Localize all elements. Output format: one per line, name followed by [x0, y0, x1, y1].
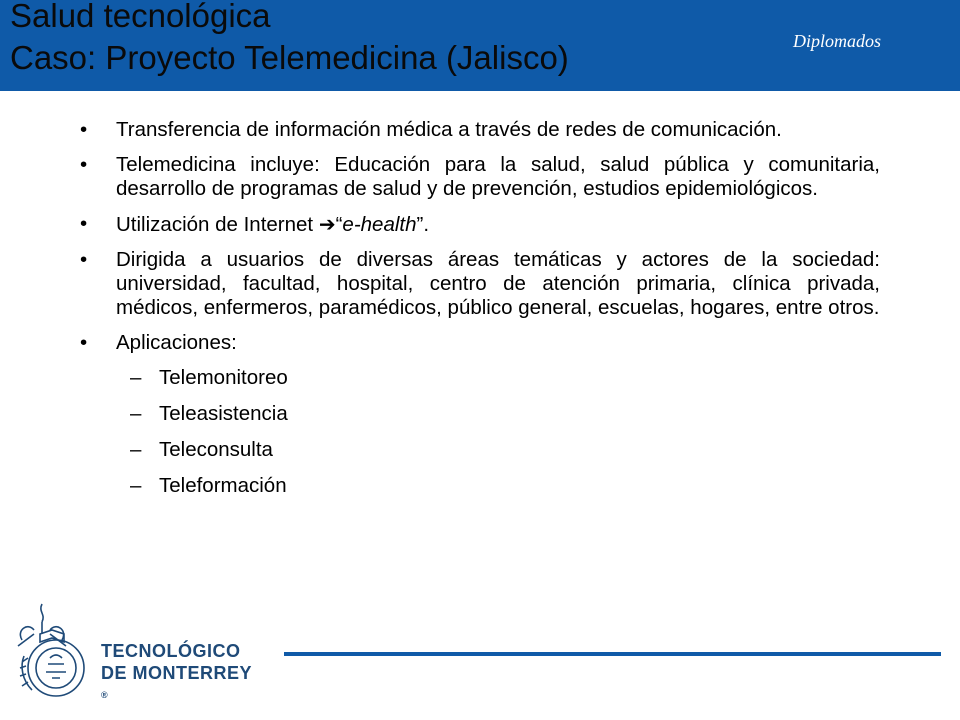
footer-rule	[284, 652, 941, 656]
ehealth-term: e-health	[342, 213, 417, 236]
bullet-dot: •	[80, 248, 88, 271]
logo-line-2	[101, 662, 252, 706]
tec-logo-wordmark	[101, 640, 252, 706]
sub-dash: –	[130, 474, 142, 497]
bullet-text: Transferencia de información médica a través de redes de comunicación.	[116, 118, 782, 141]
title-line-1: Salud tecnológica	[10, 0, 271, 34]
slide-body	[80, 118, 880, 510]
bullet-item	[80, 248, 880, 320]
sub-item-text: Teleformación	[159, 474, 287, 497]
open-quote: “	[335, 213, 343, 236]
sub-item-text: Telemonitoreo	[159, 366, 288, 389]
bullet-item	[80, 153, 880, 201]
slide-title	[10, 0, 569, 79]
bullet-dot: •	[80, 118, 88, 141]
sub-item-text: Teleconsulta	[159, 438, 273, 461]
close-quote: ”.	[416, 213, 430, 236]
bullet-text: Aplicaciones:	[116, 331, 237, 354]
right-arrow-icon: ➔	[318, 212, 336, 236]
logo-line-1: TECNOLÓGICO	[101, 641, 241, 661]
bullet-dot: •	[80, 153, 88, 176]
sub-dash: –	[130, 366, 142, 389]
sub-item	[80, 438, 880, 462]
bullet-dot: •	[80, 331, 88, 354]
title-line-2: Caso: Proyecto Telemedicina (Jalisco)	[10, 39, 569, 76]
logo-line-2-text: DE MONTERREY	[101, 663, 253, 683]
bullet-item	[80, 118, 880, 142]
sub-item	[80, 366, 880, 390]
sub-item	[80, 402, 880, 426]
bullet-item	[80, 331, 880, 355]
bullet-text	[116, 213, 429, 236]
bullet-text: Telemedicina incluye: Educación para la salud, salud pública y comunitaria, desarrollo de programas de salud y de prevención, estudios epidemiológicos.	[116, 153, 880, 200]
bullet-dot: •	[80, 212, 88, 235]
sub-item-text: Teleasistencia	[159, 402, 288, 425]
internet-text: Utilización de Internet	[116, 213, 319, 236]
bullet-item	[80, 212, 880, 237]
sub-item	[80, 474, 880, 498]
sub-dash: –	[130, 438, 142, 461]
registered-mark: ®	[101, 690, 109, 700]
bullet-text: Dirigida a usuarios de diversas áreas temáticas y actores de la sociedad: universidad, facultad, hospital, centro de atención primaria, clínica privada, médicos, enfermeros, paramédicos, público general, escuelas, hogares, entre otros.	[116, 248, 880, 319]
diplomados-tag: Diplomados	[793, 31, 882, 51]
sub-dash: –	[130, 402, 142, 425]
